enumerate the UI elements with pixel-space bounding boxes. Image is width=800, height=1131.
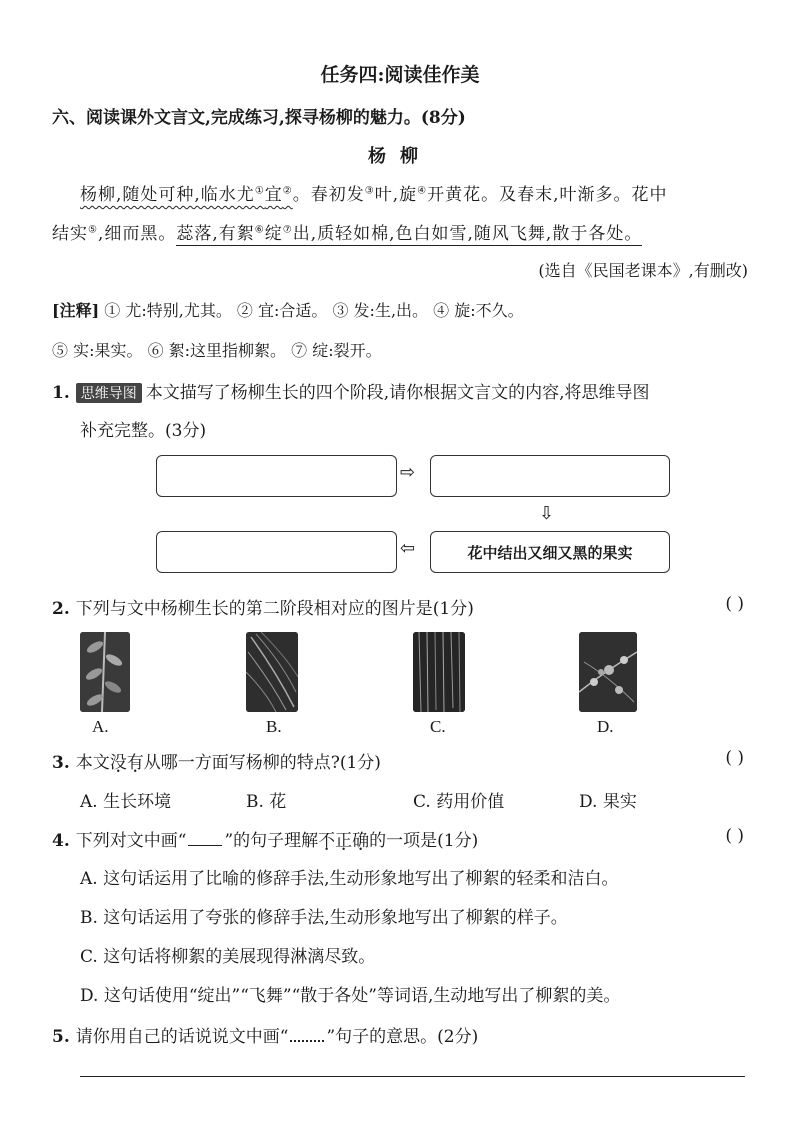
arrow-right-icon: ⇨ bbox=[400, 462, 416, 483]
answer-paren[interactable]: ( ) bbox=[725, 826, 744, 846]
question-3 bbox=[52, 748, 381, 773]
willow-photo-d[interactable] bbox=[579, 632, 637, 712]
option-b[interactable]: B. 花 bbox=[246, 792, 287, 812]
section-heading: 六、阅读课外文言文,完成练习,探寻杨柳的魅力。(8分) bbox=[52, 108, 466, 128]
question-text: 本文描写了杨柳生长的四个阶段,请你根据文言文的内容,将思维导图 bbox=[145, 383, 650, 403]
willow-photo-c[interactable] bbox=[413, 632, 465, 712]
straight-underlined-sentence bbox=[176, 224, 642, 246]
passage-line-2 bbox=[52, 219, 642, 244]
question-text: 下列与文中杨柳生长的第二阶段相对应的图片是(1分) bbox=[75, 599, 474, 619]
question-text: 请你用自己的话说说文中画“ bbox=[75, 1027, 289, 1047]
option-label-d: D. bbox=[597, 717, 614, 736]
option-b[interactable]: B. 这句话运用了夸张的修辞手法,生动形象地写出了柳絮的样子。 bbox=[80, 908, 568, 928]
footnote-marker: ② bbox=[282, 185, 293, 197]
question-1-line-2: 补充完整。(3分) bbox=[80, 421, 207, 441]
option-label-a: A. bbox=[92, 717, 109, 736]
passage-text: 叶,旋 bbox=[374, 185, 418, 205]
passage-text: 结实 bbox=[52, 224, 88, 244]
wavy-underlined-sentence bbox=[80, 185, 293, 205]
emphasis-char: 正 bbox=[335, 831, 353, 851]
question-text: ”句子的意思。(2分) bbox=[326, 1027, 479, 1047]
notes-line-1 bbox=[52, 298, 524, 321]
footnote-marker: ④ bbox=[417, 185, 428, 197]
passage-text: 开黄花。及春末,叶渐多。花中 bbox=[427, 185, 668, 205]
footnote-marker: ③ bbox=[364, 185, 375, 197]
answer-paren[interactable]: ( ) bbox=[725, 594, 744, 614]
straight-line-mark bbox=[188, 831, 222, 846]
footnote-marker: ⑦ bbox=[282, 224, 293, 236]
mind-map-box-2[interactable] bbox=[430, 455, 670, 497]
willow-photo-a[interactable] bbox=[80, 632, 130, 712]
willow-photo-b[interactable] bbox=[246, 632, 298, 712]
question-1 bbox=[52, 378, 650, 403]
option-a[interactable]: A. 这句话运用了比喻的修辞手法,生动形象地写出了柳絮的轻柔和洁白。 bbox=[80, 869, 619, 889]
mind-map-box-1[interactable] bbox=[156, 455, 397, 497]
passage-text: 绽 bbox=[264, 224, 283, 244]
flowering-branch-image bbox=[579, 632, 637, 712]
mind-map-tag: 思维导图 bbox=[76, 383, 142, 403]
option-label-b: B. bbox=[266, 717, 282, 736]
emphasis-char: 没 bbox=[109, 753, 127, 773]
question-number: 3. bbox=[52, 753, 70, 773]
question-text: 从哪一方面写杨柳的特点?(1分) bbox=[143, 753, 381, 773]
option-c[interactable]: C. 药用价值 bbox=[413, 792, 505, 812]
page-title: 任务四:阅读佳作美 bbox=[320, 64, 480, 86]
option-c[interactable]: C. 这句话将柳絮的美展现得淋漓尽致。 bbox=[80, 947, 376, 967]
question-text: 下列对文中画“ bbox=[75, 831, 187, 851]
notes-line-2: ⑤ 实:果实。 ⑥ 絮:这里指柳絮。 ⑦ 绽:裂开。 bbox=[52, 341, 382, 360]
option-d[interactable]: D. 果实 bbox=[579, 792, 637, 812]
notes-text: ① 尤:特别,尤其。 ② 宜:合适。 ③ 发:生,出。 ④ 旋:不久。 bbox=[104, 301, 524, 320]
passage-title: 杨柳 bbox=[368, 146, 432, 167]
catkin-image bbox=[246, 632, 298, 712]
arrow-down-icon: ⇩ bbox=[539, 503, 555, 524]
question-number: 4. bbox=[52, 831, 70, 851]
footnote-marker: ⑤ bbox=[88, 224, 98, 236]
passage-text: 出,质轻如棉,色白如雪,随风飞舞,散于各处。 bbox=[292, 224, 643, 244]
mind-map-box-4[interactable] bbox=[156, 531, 397, 573]
answer-paren[interactable]: ( ) bbox=[725, 748, 744, 768]
passage-line-1 bbox=[80, 180, 668, 205]
emphasis-char: 有 bbox=[126, 753, 144, 773]
option-a[interactable]: A. 生长环境 bbox=[80, 792, 172, 812]
question-4 bbox=[52, 826, 478, 851]
question-number: 1. bbox=[52, 383, 70, 403]
question-text: 的一项是(1分) bbox=[369, 831, 479, 851]
question-number: 5. bbox=[52, 1027, 70, 1047]
notes-label: [注释] bbox=[52, 301, 100, 320]
passage-source: (选自《民国老课本》,有删改) bbox=[538, 261, 748, 280]
question-text: 本文 bbox=[75, 753, 110, 773]
mind-map-box-3: 花中结出又细又黑的果实 bbox=[430, 531, 670, 573]
footnote-marker: ① bbox=[254, 185, 265, 197]
option-d[interactable]: D. 这句话使用“绽出”“飞舞”“散于各处”等词语,生动地写出了柳絮的美。 bbox=[80, 986, 621, 1006]
emphasis-char: 不 bbox=[318, 831, 336, 851]
emphasis-char: 确 bbox=[352, 831, 370, 851]
wavy-line-mark bbox=[290, 1026, 324, 1042]
passage-text: ,细而黑。 bbox=[97, 224, 177, 244]
question-2 bbox=[52, 594, 474, 619]
question-number: 2. bbox=[52, 599, 70, 619]
question-text: ”的句子理解 bbox=[224, 831, 319, 851]
question-5 bbox=[52, 1022, 478, 1047]
arrow-left-icon: ⇦ bbox=[400, 538, 416, 559]
footnote-marker: ⑥ bbox=[254, 224, 265, 236]
option-label-c: C. bbox=[430, 717, 446, 736]
passage-text: 杨柳,随处可种,临水尤 bbox=[80, 185, 255, 205]
passage-text: 。春初发 bbox=[292, 185, 365, 205]
hanging-branches-image bbox=[413, 632, 465, 712]
leaf-branch-image bbox=[80, 632, 130, 712]
answer-line[interactable] bbox=[80, 1076, 745, 1077]
passage-text: 宜 bbox=[264, 185, 283, 205]
passage-text: 蕊落,有絮 bbox=[176, 224, 255, 244]
